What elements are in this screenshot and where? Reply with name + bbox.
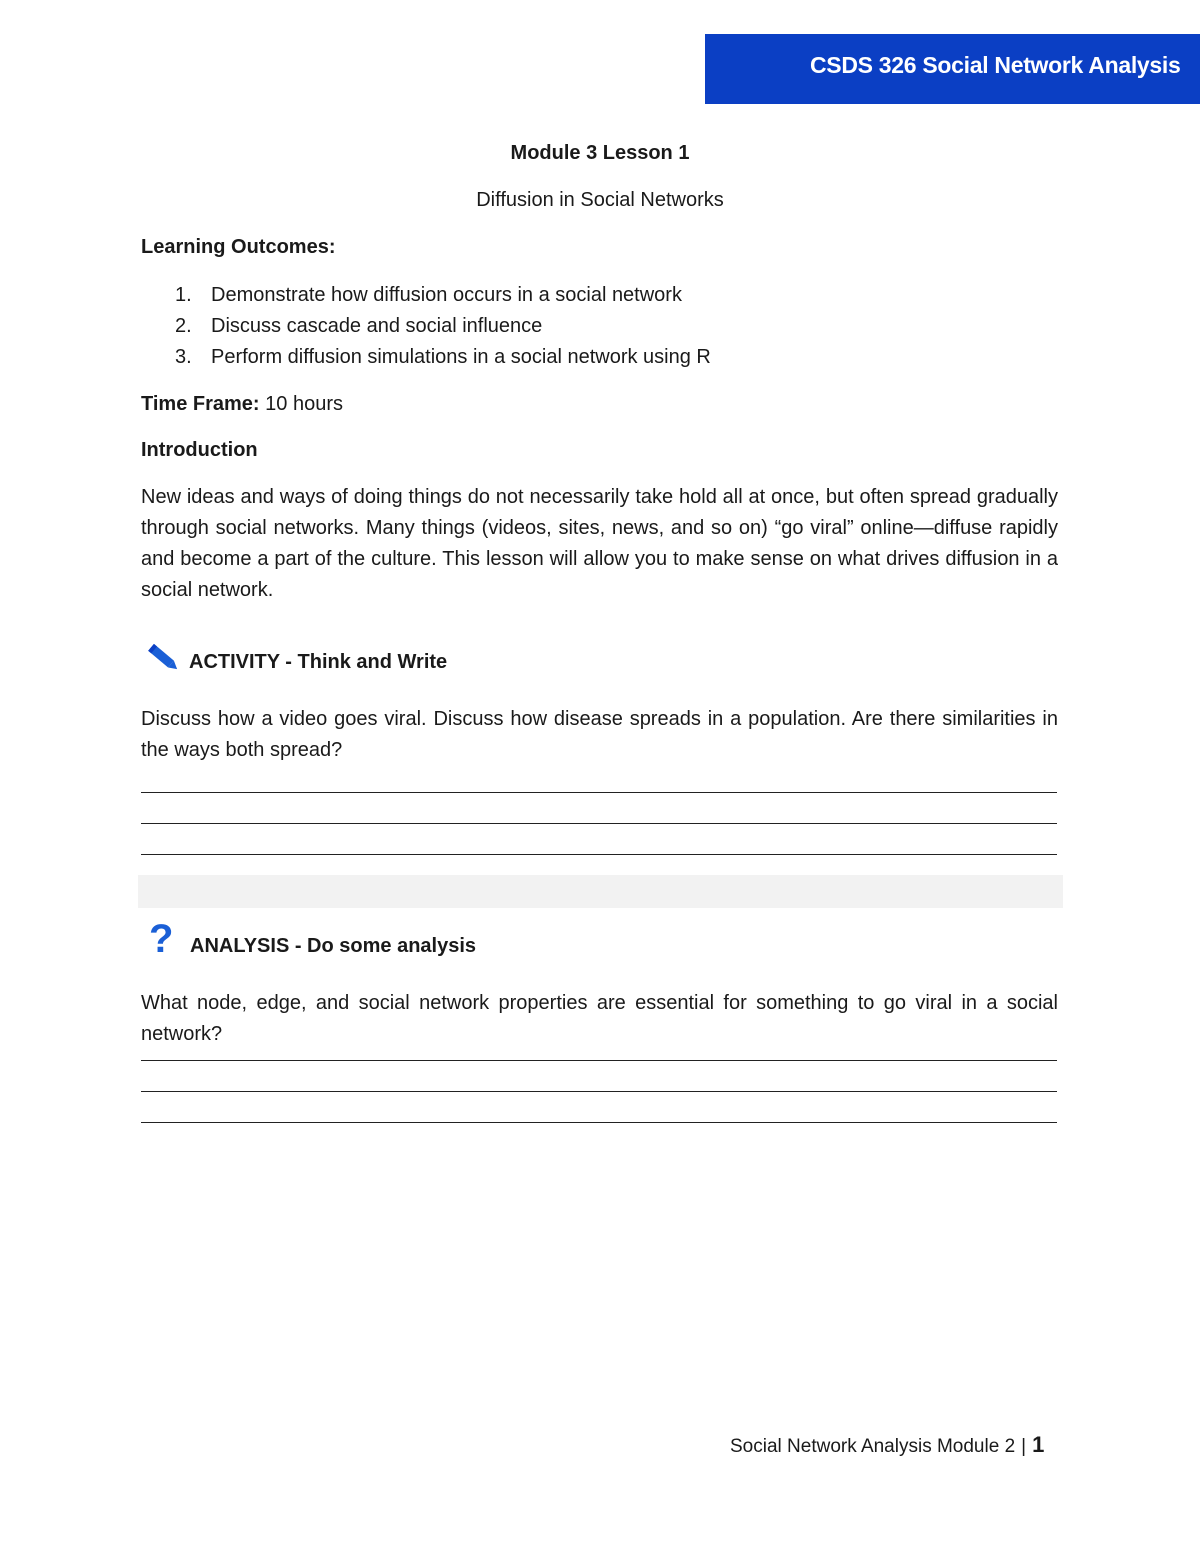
page-subtitle: Diffusion in Social Networks [476, 189, 724, 211]
list-item-number: 2. [175, 315, 192, 337]
activity-prompt: Discuss how a video goes viral. Discuss how disease spreads in a population. Are there similarities in the ways both spread? [141, 708, 1058, 761]
answer-line [141, 1091, 1057, 1092]
analysis-prompt: What node, edge, and social network properties are essential for something to go viral in a social network? [141, 992, 1058, 1045]
svg-text:?: ? [149, 918, 174, 958]
question-mark-icon [147, 918, 177, 958]
answer-line [141, 1122, 1057, 1123]
list-item-number: 3. [175, 346, 192, 368]
activity-heading: ACTIVITY - Think and Write [189, 651, 448, 673]
time-frame [141, 389, 343, 420]
pencil-icon [143, 640, 183, 676]
list-item [175, 346, 711, 369]
learning-outcomes-heading: Learning Outcomes: [141, 236, 336, 258]
introduction-heading: Introduction [141, 439, 258, 461]
page-number: 1 [1032, 1432, 1045, 1457]
answer-line [141, 792, 1057, 793]
page-title: Module 3 Lesson 1 [510, 142, 690, 164]
answer-line [141, 823, 1057, 824]
list-item-text: Discuss cascade and social influence [211, 315, 543, 337]
footer-text: Social Network Analysis Module 2 [730, 1436, 1016, 1457]
list-item-text: Perform diffusion simulations in a social network using R [211, 346, 711, 368]
shaded-divider [138, 875, 1063, 908]
list-item [175, 315, 542, 338]
list-item [175, 284, 682, 307]
course-title: CSDS 326 Social Network Analysis [810, 52, 1181, 78]
time-frame-label: Time Frame: [141, 393, 260, 415]
page-footer [730, 1432, 1044, 1458]
answer-line [141, 1060, 1057, 1061]
list-item-text: Demonstrate how diffusion occurs in a social network [211, 284, 682, 306]
introduction-text: New ideas and ways of doing things do not necessarily take hold all at once, but often spread gradually through social networks. Many things (videos, sites, news, and so on) “go viral” online—diffuse rapidly and become a part of the culture. This lesson will allow you to make sense on what drives diffusion in a social network. [141, 486, 1058, 601]
answer-line [141, 854, 1057, 855]
list-item-number: 1. [175, 284, 192, 306]
analysis-heading: ANALYSIS - Do some analysis [190, 935, 477, 957]
footer-separator: | [1021, 1436, 1027, 1457]
time-frame-value: 10 hours [265, 393, 343, 415]
